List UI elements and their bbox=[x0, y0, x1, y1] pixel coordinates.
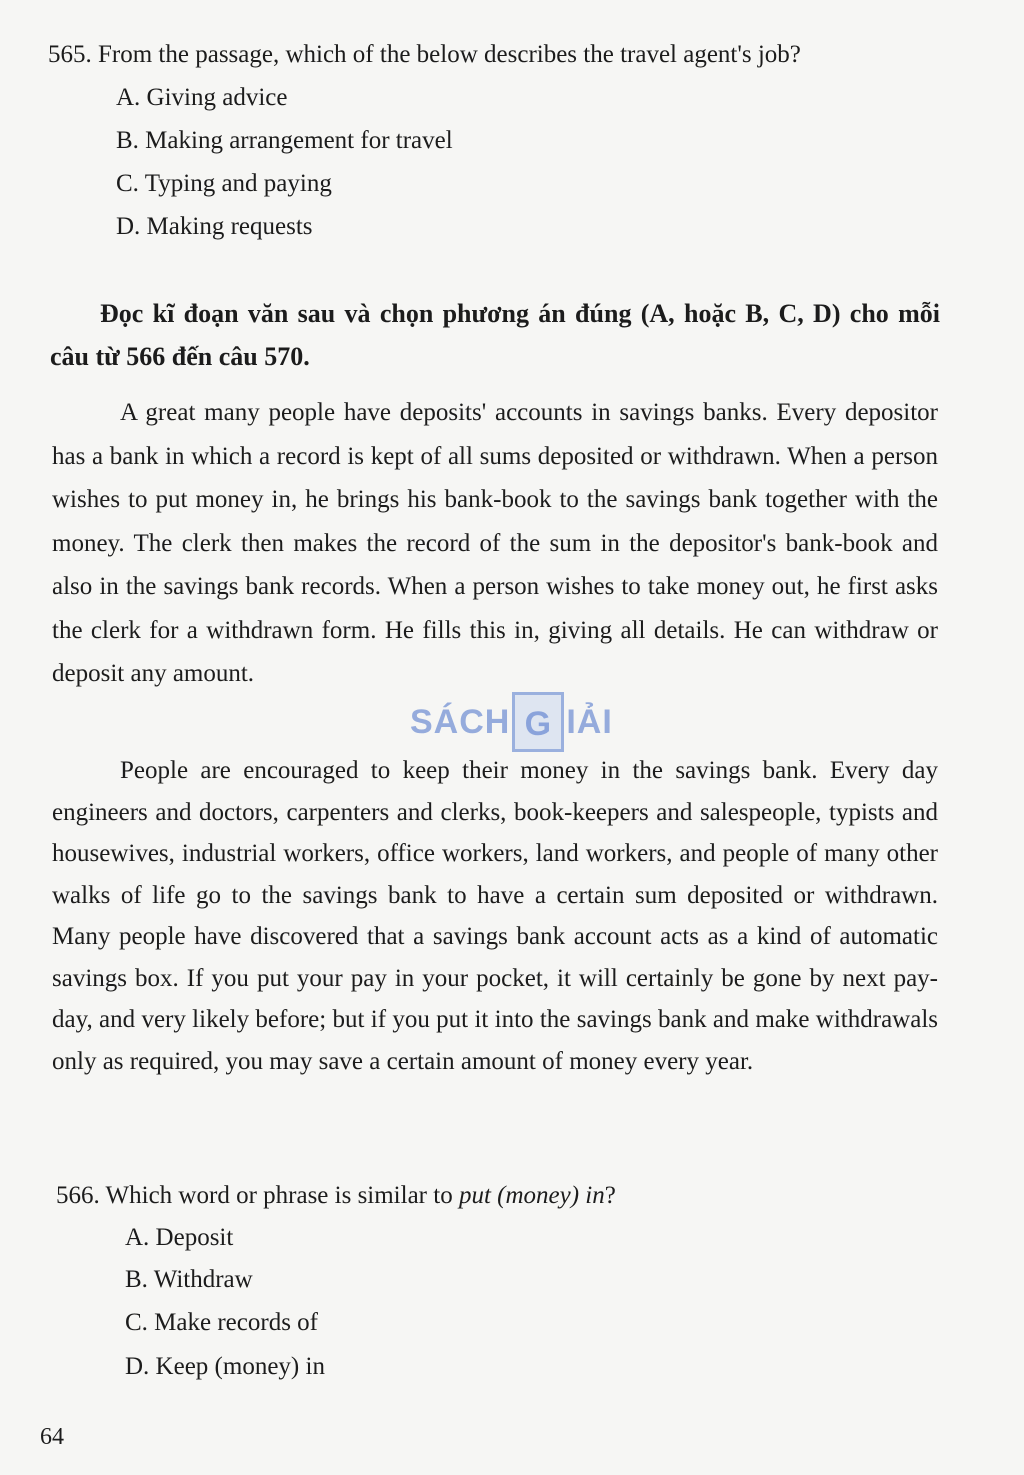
passage-paragraph-1: A great many people have deposits' accounts in savings banks. Every depositor has a bank in which a record is kept of all sums deposited or withdrawn. When a person wishes to put money in, he brings his bank-book to the savings bank together with the money. The clerk then makes the record of the sum in the depositor's bank-book and also in the savings bank records. When a person wishes to take money out, he first asks the clerk for a withdrawn form. He fills this in, giving all details. He can withdraw or deposit any amount. bbox=[52, 399, 938, 687]
question-566-stem bbox=[56, 1181, 616, 1211]
question-565-option-b: B. Making arrangement for travel bbox=[116, 127, 453, 154]
reading-instruction: Đọc kĩ đoạn văn sau và chọn phương án đúng (A, hoặc B, C, D) cho mỗi câu từ 566 đến câu 570. bbox=[50, 299, 940, 371]
question-566-option-a: A. Deposit bbox=[125, 1224, 234, 1251]
question-566-stem-italic: put (money) in bbox=[458, 1182, 605, 1209]
question-565-option-d: D. Making requests bbox=[116, 213, 313, 240]
watermark-text-right: IẢI bbox=[566, 702, 613, 741]
page-number: 64 bbox=[40, 1424, 64, 1450]
question-566-option-c: C. Make records of bbox=[125, 1309, 318, 1336]
watermark-box-letter: G bbox=[512, 692, 564, 752]
question-565-option-a: A. Giving advice bbox=[116, 84, 288, 111]
passage-paragraph-2: People are encouraged to keep their money in the savings bank. Every day engineers and doctors, carpenters and clerks, book-keepers and salespeople, typists and housewives, industrial workers, office workers, land workers, and people of many other walks of life go to the savings bank to have a certain sum deposited or withdrawn. Many people have discovered that a savings bank account acts as a kind of automatic savings box. If you put your pay in your pocket, it will certainly be gone by next pay-day, and very likely before; but if you put it into the savings bank and make withdrawals only as required, you may save a certain amount of money every year. bbox=[52, 757, 938, 1075]
watermark-logo bbox=[410, 690, 613, 754]
question-566-option-b: B. Withdraw bbox=[125, 1266, 253, 1293]
question-566-stem-suffix: ? bbox=[604, 1182, 616, 1209]
question-565-option-c: C. Typing and paying bbox=[116, 170, 332, 197]
question-565-stem: 565. From the passage, which of the below describes the travel agent's job? bbox=[48, 41, 801, 68]
question-566-stem-prefix: 566. Which word or phrase is similar to bbox=[56, 1182, 459, 1209]
question-566-option-d: D. Keep (money) in bbox=[125, 1353, 325, 1380]
watermark-text-left: SÁCH bbox=[410, 702, 511, 741]
